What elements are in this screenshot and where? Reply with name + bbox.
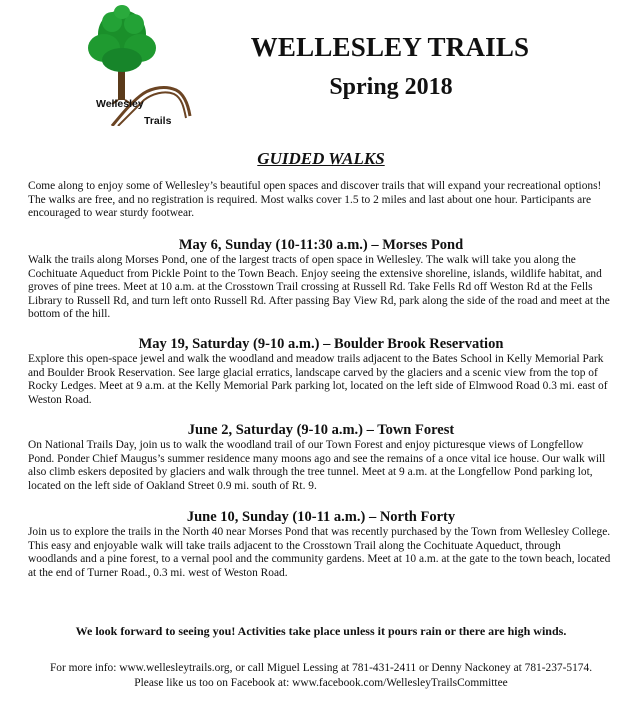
walk-description: Walk the trails along Morses Pond, one of the largest tracts of open space in Wellesley. The walk will take you along the Cochituate Aqueduct from Pickle Point to the Town Beach. Enjoy seeing the extensive shoreline, islands, wildlife habitat, and groves of pine trees. Meet at 10 a.m. at the Crosstown Trail crossing at Russell Rd. Take Fells Rd off Weston Rd at the Fells Library to Russell Rd, and turn left onto Russell Rd. After passing Bay View Rd, park along the side of the road and meet at the bottom of the hill. [28,254,610,321]
walk-heading: June 2, Saturday (9-10 a.m.) – Town Forest [187,422,455,438]
walk-description: Join us to explore the trails in the North 40 near Morses Pond that was recently purchased by the Town from Wellesley College. This easy and enjoyable walk will take trails adjacent to the Crosstown Trail along the Cochituate Aqueduct, through woodlands and a pine forest, to a vernal pool and the community gardens. Meet at 10 a.m. at the gate to the town beach, located at the end of Turner Road., 0.3 mi. west of Weston Road. [28,526,611,579]
walk-description: Explore this open-space jewel and walk the woodland and meadow trails adjacent to the Bates School in Kelly Memorial Park and Boulder Brook Reservation. See large glacial erratics, landscape carved by the glaciers and a scenic view from the top of Rocky Ledges. Meet at 9 a.m. at the Kelly Memorial Park parking lot, located on the left side of Elmwood Road 0.3 mi. east of Weston Road. [28,353,608,406]
walk-heading: May 6, Sunday (10-11:30 a.m.) – Morses Pond [178,237,464,253]
page-subtitle: Spring 2018 [329,74,453,100]
facebook-info: Please like us too on Facebook at: www.facebook.com/WellesleyTrailsCommittee [134,677,508,689]
wellesley-trails-logo [52,4,198,126]
walk-heading: June 10, Sunday (10-11 a.m.) – North Forty [186,509,456,525]
logo-text-line1: Wellesley [96,98,144,110]
intro-paragraph: Come along to enjoy some of Wellesley’s beautiful open spaces and discover trails that will expand your recreational options! The walks are free, and no registration is required. Most walks cover 1.5 to 2 miles and last about one hour. Participants are encouraged to wear sturdy footwear. [28,180,602,220]
walk-description: On National Trails Day, join us to walk the woodland trail of our Town Forest and enjoy picturesque views of Longfellow Pond. Ponder Chief Maugus’s summer residence many moons ago and see the remains of a once vital ice house. Our walk will also climb eskers deposited by glaciers and walk through the tree tunnel. Meet at 9 a.m. at the Longfellow Pond parking lot, located on the left side of Oakland Street 0.9 mi. south of Rt. 9. [28,439,606,492]
logo-text-line2: Trails [144,115,172,127]
walk-heading: May 19, Saturday (9-10 a.m.) – Boulder Brook Reservation [138,336,504,352]
section-title: GUIDED WALKS [257,149,385,168]
contact-info: For more info: www.wellesleytrails.org, or call Miguel Lessing at 781-431-2411 or Denny Nackoney at 781-237-5174. [49,662,593,674]
page-title: WELLESLEY TRAILS [250,32,530,62]
closing-message: We look forward to seeing you! Activities take place unless it pours rain or there are high winds. [75,624,567,638]
